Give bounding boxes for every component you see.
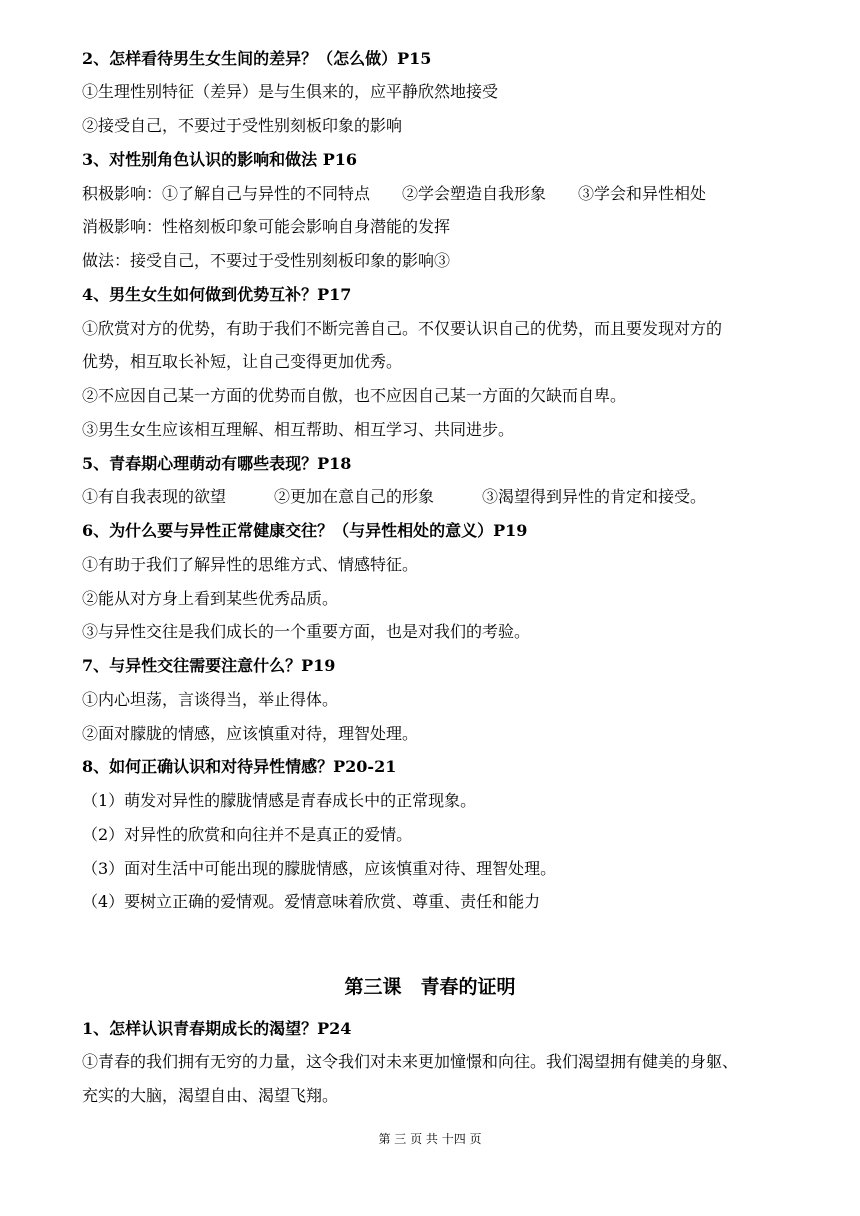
question-heading: 4、男生女生如何做到优势互补？P17 <box>82 285 352 304</box>
answer-line: ①有自我表现的欲望 ②更加在意自己的形象 ③渴望得到异性的肯定和接受。 <box>82 487 707 506</box>
answer-line: （1）萌发对异性的朦胧情感是青春成长中的正常现象。 <box>82 791 477 810</box>
answer-line: 积极影响：①了解自己与异性的不同特点 ②学会塑造自我形象 ③学会和异性相处 <box>82 184 707 203</box>
answer-line: ①生理性别特征（差异）是与生俱来的，应平静欣然地接受 <box>82 82 499 101</box>
answer-line: ③与异性交往是我们成长的一个重要方面，也是对我们的考验。 <box>82 622 531 641</box>
question-heading: 7、与异性交往需要注意什么？P19 <box>82 656 336 675</box>
answer-line: ①有助于我们了解异性的思维方式、情感特征。 <box>82 555 419 574</box>
answer-line: ②能从对方身上看到某些优秀品质。 <box>82 589 339 608</box>
answer-line: ②不应因自己某一方面的优势而自傲，也不应因自己某一方面的欠缺而自卑。 <box>82 386 627 405</box>
answer-line: 做法：接受自己，不要过于受性别刻板印象的影响③ <box>82 251 451 270</box>
answer-line: ②接受自己，不要过于受性别刻板印象的影响 <box>82 116 403 135</box>
question-heading: 1、怎样认识青春期成长的渴望？P24 <box>82 1019 352 1038</box>
page-footer: 第 三 页 共 十四 页 <box>378 1132 482 1146</box>
answer-line: （4）要树立正确的爱情观。爱情意味着欣赏、尊重、责任和能力 <box>82 892 541 911</box>
answer-line: （2）对异性的欣赏和向往并不是真正的爱情。 <box>82 825 413 844</box>
section-title: 第三课 青春的证明 <box>344 976 516 998</box>
answer-line: ①欣赏对方的优势，有助于我们不断完善自己。不仅要认识自己的优势，而且要发现对方的 <box>82 319 723 338</box>
question-heading: 8、如何正确认识和对待异性情感？P20-21 <box>82 757 397 776</box>
question-heading: 6、为什么要与异性正常健康交往？（与异性相处的意义）P19 <box>82 521 528 540</box>
answer-line: 消极影响：性格刻板印象可能会影响自身潜能的发挥 <box>82 217 451 236</box>
answer-line: （3）面对生活中可能出现的朦胧情感，应该慎重对待、理智处理。 <box>82 859 557 878</box>
answer-line: ①内心坦荡，言谈得当，举止得体。 <box>82 690 339 709</box>
answer-line: 充实的大脑，渴望自由、渴望飞翔。 <box>82 1086 339 1105</box>
answer-line: ③男生女生应该相互理解、相互帮助、相互学习、共同进步。 <box>82 420 515 439</box>
question-heading: 5、青春期心理萌动有哪些表现？P18 <box>82 454 352 473</box>
answer-line: ①青春的我们拥有无穷的力量，这令我们对未来更加憧憬和向往。我们渴望拥有健美的身躯、 <box>82 1052 739 1071</box>
question-heading: 3、对性别角色认识的影响和做法 P16 <box>82 150 358 169</box>
answer-line: 优势，相互取长补短，让自己变得更加优秀。 <box>82 352 403 371</box>
answer-line: ②面对朦胧的情感，应该慎重对待，理智处理。 <box>82 724 419 743</box>
question-heading: 2、怎样看待男生女生间的差异？（怎么做）P15 <box>82 49 432 68</box>
